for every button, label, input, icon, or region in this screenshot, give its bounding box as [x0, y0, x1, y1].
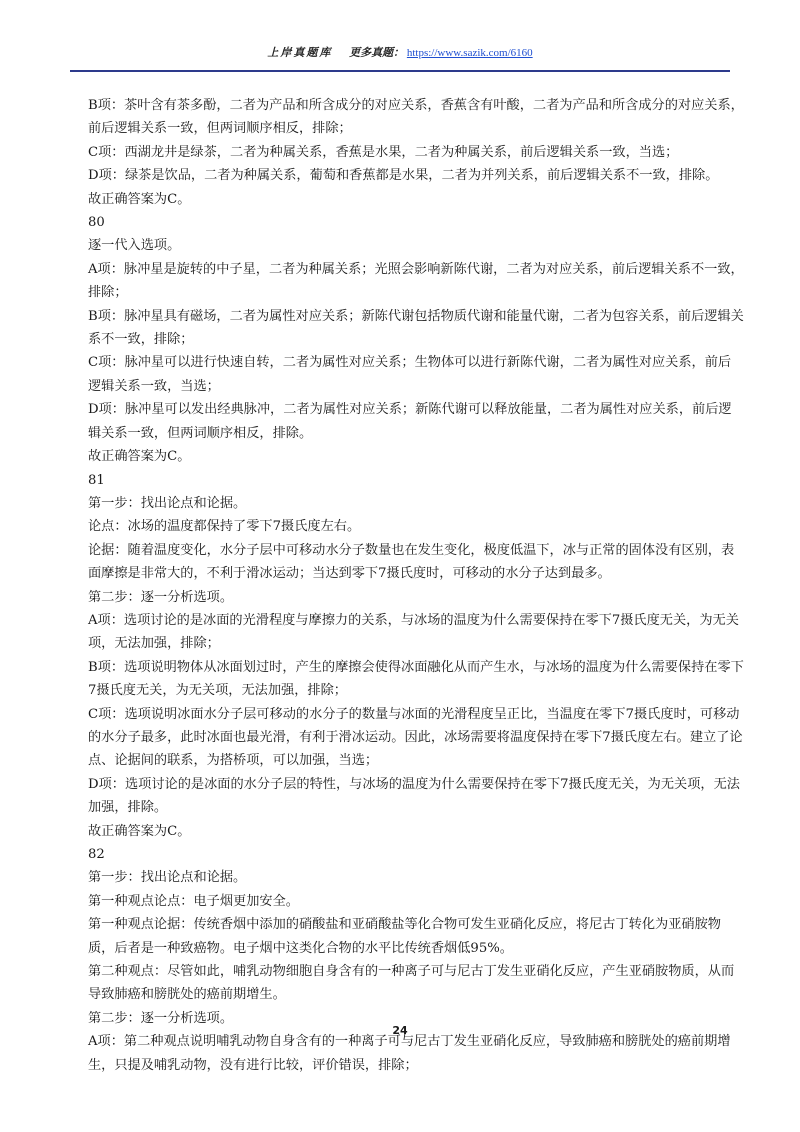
- page-number: 24: [392, 1024, 408, 1037]
- header-label: 更多真题：: [349, 47, 405, 59]
- question-number: 80: [88, 215, 105, 231]
- question-number: 81: [88, 472, 105, 488]
- header-divider: [70, 70, 730, 72]
- paragraph: 论据：随着温度变化，水分子层中可移动水分子数量也在发生变化，极度低温下，冰与正常的固体没有区别，表面摩擦是非常大的，不利于滑冰运动；当达到零下7摄氏度时，可移动的水分子达到最多。: [88, 542, 735, 582]
- header-link[interactable]: https://www.sazik.com/6160: [406, 47, 533, 59]
- paragraph: 故正确答案为C。: [88, 449, 191, 465]
- header-brand: 上岸真题库: [267, 47, 333, 59]
- page-header: [70, 44, 730, 60]
- paragraph: A项：选项讨论的是冰面的光滑程度与摩擦力的关系，与冰场的温度为什么需要保持在零下7摄氏度无关，为无关项，无法加强，排除；: [88, 612, 739, 652]
- paragraph: 逐一代入选项。: [88, 238, 181, 254]
- paragraph: 故正确答案为C。: [88, 823, 191, 839]
- paragraph: C项：选项说明冰面水分子层可移动的水分子的数量与冰面的光滑程度呈正比，当温度在零下7摄氏度时，可移动的水分子最多，此时冰面也最光滑，有利于滑冰运动。因此，冰场需要将温度保持在零下7摄氏度左右。建立了论点、论据间的联系，为搭桥项，可以加强，当选；: [88, 706, 743, 769]
- paragraph: 论点：冰场的温度都保持了零下7摄氏度左右。: [88, 519, 361, 535]
- paragraph: B项：选项说明物体从冰面划过时，产生的摩擦会使得冰面融化从而产生水，与冰场的温度为什么需要保持在零下7摄氏度无关，为无关项，无法加强，排除；: [88, 659, 744, 699]
- paragraph: 第二步：逐一分析选项。: [88, 1010, 234, 1026]
- question-number: 82: [88, 847, 105, 862]
- paragraph: B项：脉冲星具有磁场，二者为属性对应关系；新陈代谢包括物质代谢和能量代谢，二者为包容关系，前后逻辑关系不一致，排除；: [88, 308, 744, 348]
- paragraph: D项：选项讨论的是冰面的水分子层的特性，与冰场的温度为什么需要保持在零下7摄氏度无关，为无关项，无法加强，排除。: [88, 776, 740, 816]
- paragraph: B项：茶叶含有茶多酚，二者为产品和所含成分的对应关系，香蕉含有叶酸，二者为产品和所含成分的对应关系，前后逻辑关系一致，但两词顺序相反，排除；: [88, 98, 744, 137]
- paragraph: 第一种观点论点：电子烟更加安全。: [88, 893, 299, 909]
- paragraph: 第一种观点论据：传统香烟中添加的硝酸盐和亚硝酸盐等化合物可发生亚硝化反应，将尼古丁转化为亚硝胺物质，后者是一种致癌物。电子烟中这类化合物的水平比传统香烟低95%。: [88, 917, 721, 956]
- paragraph: 第一步：找出论点和论据。: [88, 495, 247, 511]
- paragraph: 第一步：找出论点和论据。: [88, 870, 247, 886]
- paragraph: D项：脉冲星可以发出经典脉冲，二者为属性对应关系；新陈代谢可以释放能量，二者为属性对应关系，前后逻辑关系一致，但两词顺序相反，排除。: [88, 402, 732, 441]
- paragraph: A项：第二种观点说明哺乳动物自身含有的一种离子可与尼古丁发生亚硝化反应，导致肺癌和膀胱处的癌前期增生，只提及哺乳动物，没有进行比较，评价错误，排除；: [88, 1034, 731, 1073]
- paragraph: C项：脉冲星可以进行快速自转，二者为属性对应关系；生物体可以进行新陈代谢，二者为属性对应关系，前后逻辑关系一致，当选；: [88, 355, 732, 394]
- paragraph: D项：绿茶是饮品，二者为种属关系，葡萄和香蕉都是水果，二者为并列关系，前后逻辑关系不一致，排除。: [88, 168, 719, 184]
- paragraph: 故正确答案为C。: [88, 191, 191, 207]
- paragraph: A项：脉冲星是旋转的中子星，二者为种属关系；光照会影响新陈代谢，二者为对应关系，前后逻辑关系不一致，排除；: [88, 261, 744, 301]
- document-body: [88, 94, 744, 1077]
- paragraph: C项：西湖龙井是绿茶，二者为种属关系，香蕉是水果，二者为种属关系，前后逻辑关系一致，当选；: [88, 144, 679, 160]
- paragraph: 第二步：逐一分析选项。: [88, 589, 234, 605]
- paragraph: 第二种观点：尽管如此，哺乳动物细胞自身含有的一种离子可与尼古丁发生亚硝化反应，产生亚硝胺物质，从而导致肺癌和膀胱处的癌前期增生。: [88, 964, 735, 1003]
